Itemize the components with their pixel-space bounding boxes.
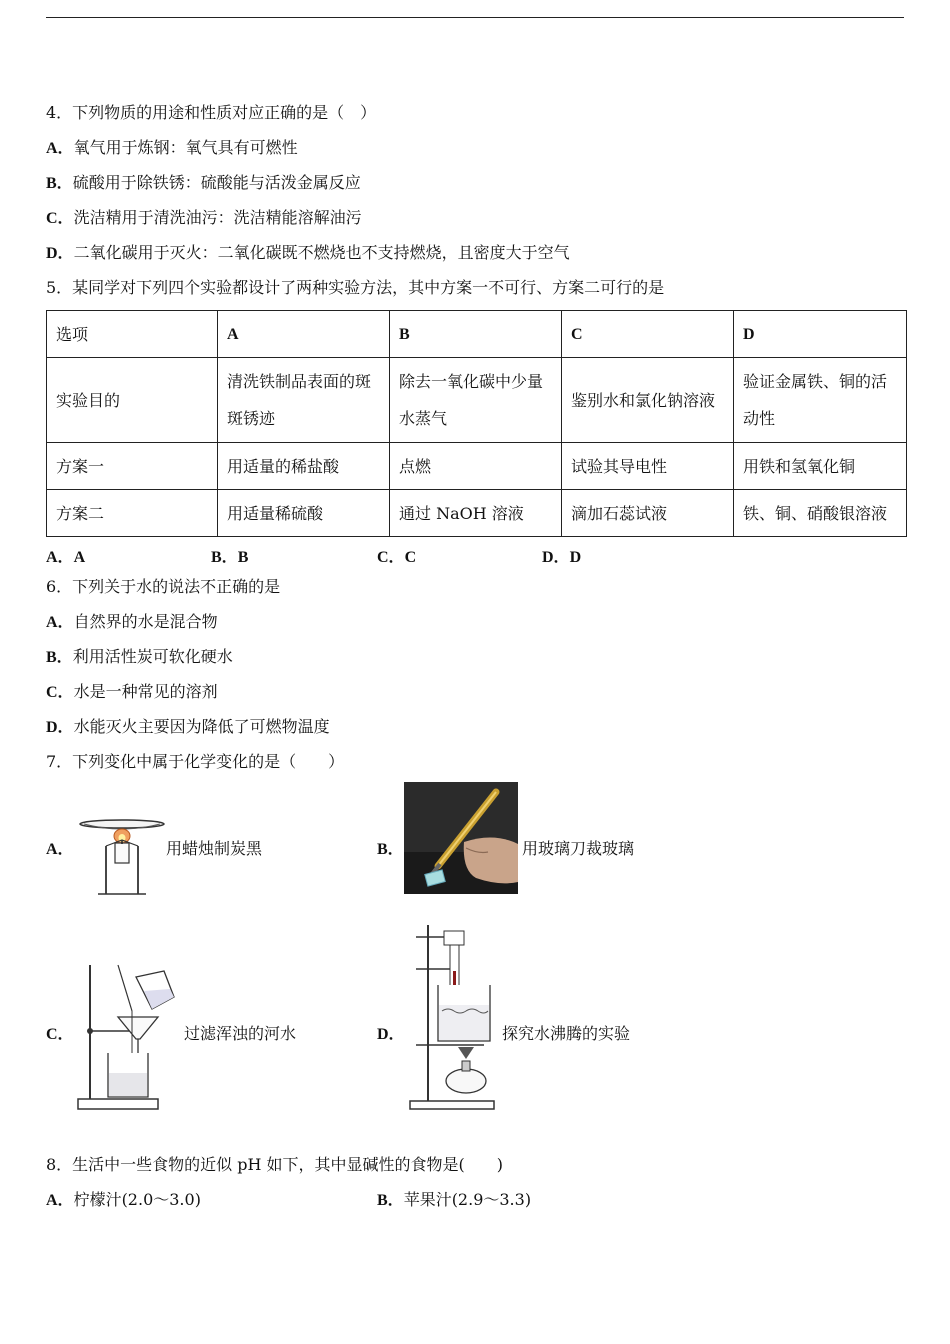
table-cell: 清洗铁制品表面的斑斑锈迹 [218,358,390,443]
table-row [47,443,907,490]
table-cell: 鉴别水和氯化钠溶液 [562,358,734,443]
q7-option-a-text: 用蜡烛制炭黑 [166,839,263,858]
q4-option-d[interactable] [46,243,570,264]
q8-option-b[interactable] [377,1190,531,1211]
option-label: C． [46,210,74,227]
table-cell: D [734,311,907,358]
q6-stem: 6．下列关于水的说法不正确的是 [46,577,281,596]
q7-option-c-label[interactable]: C． [46,1026,74,1043]
option-label: A． [46,1192,74,1209]
option-text: 水是一种常见的溶剂 [73,682,218,701]
option-text: C [404,549,417,566]
table-cell: 除去一氧化碳中少量水蒸气 [390,358,562,443]
option-label: B． [211,549,238,566]
q6-option-b[interactable] [46,647,233,668]
q8-stem: 8．生活中一些食物的近似 pH 如下，其中显碱性的食物是( ) [46,1155,504,1174]
q7-option-a-label[interactable]: A． [46,841,74,858]
option-text: 二氧化碳用于灭火：二氧化碳既不燃烧也不支持燃烧，且密度大于空气 [73,243,570,262]
table-cell: B [390,311,562,358]
q6-option-c[interactable] [46,682,218,703]
glass-cutter-photo-icon [404,782,518,894]
table-cell: 用适量的稀盐酸 [218,443,390,490]
q6-option-a[interactable] [46,612,218,633]
option-label: B． [46,175,73,192]
table-cell: 方案二 [47,490,218,537]
header-rule [46,17,904,18]
option-text: A [73,549,86,566]
q7-option-d-text: 探究水沸腾的实验 [502,1024,631,1043]
q5-answer-b[interactable] [211,544,248,567]
table-cell: 选项 [47,311,218,358]
table-row [47,358,907,443]
option-text: 柠檬汁(2.0～3.0) [73,1190,201,1209]
candle-soot-apparatus-icon [76,816,168,896]
option-text: 利用活性炭可软化硬水 [72,647,233,666]
table-cell: 用适量稀硫酸 [218,490,390,537]
q7-option-b-text: 用玻璃刀裁玻璃 [522,839,635,858]
option-text: B [237,549,249,566]
q7-option-c-text: 过滤浑浊的河水 [184,1024,297,1043]
q5-answer-a[interactable] [46,544,85,567]
option-label: B． [377,1192,404,1209]
q6-option-d[interactable] [46,717,330,738]
table-header-row [47,311,907,358]
table-cell: 通过 NaOH 溶液 [390,490,562,537]
table-cell: 铁、铜、硝酸银溶液 [734,490,907,537]
option-text: 氧气用于炼钢：氧气具有可燃性 [73,138,298,157]
option-text: 水能灭火主要因为降低了可燃物温度 [73,717,330,736]
q5-options-table [46,310,907,537]
option-text: D [569,549,582,566]
table-cell: 滴加石蕊试液 [562,490,734,537]
table-cell: 验证金属铁、铜的活动性 [734,358,907,443]
q5-stem: 5．某同学对下列四个实验都设计了两种实验方法，其中方案一不可行、方案二可行的是 [46,278,665,297]
option-text: 自然界的水是混合物 [73,612,218,631]
table-cell: 点燃 [390,443,562,490]
option-label: A． [46,140,74,157]
q4-option-c[interactable] [46,208,362,229]
q4-option-a[interactable] [46,138,298,159]
table-cell: 试验其导电性 [562,443,734,490]
option-label: A． [46,614,74,631]
q7-option-b-label[interactable]: B． [377,841,404,858]
option-text: 洗洁精用于清洗油污：洗洁精能溶解油污 [73,208,362,227]
option-label: C． [377,549,405,566]
q7-option-d-label[interactable]: D． [377,1026,405,1043]
boiling-water-apparatus-icon [406,921,502,1113]
table-cell: C [562,311,734,358]
option-label: C． [46,684,74,701]
option-label: B． [46,649,73,666]
filtration-apparatus-icon [74,961,186,1113]
q7-stem: 7．下列变化中属于化学变化的是（ ） [46,752,345,771]
option-label: D． [46,245,74,262]
q5-answer-c[interactable] [377,544,416,567]
q4-stem: 4．下列物质的用途和性质对应正确的是（ ） [46,103,377,122]
table-cell: 方案一 [47,443,218,490]
table-cell: 实验目的 [47,358,218,443]
q8-option-a[interactable] [46,1190,201,1211]
q4-option-b[interactable] [46,173,361,194]
option-label: A． [46,549,74,566]
table-cell: A [218,311,390,358]
option-label: D． [542,549,570,566]
table-cell: 用铁和氢氧化铜 [734,443,907,490]
table-row [47,490,907,537]
option-label: D． [46,719,74,736]
option-text: 苹果汁(2.9～3.3) [403,1190,532,1209]
q5-answer-d[interactable] [542,544,581,567]
option-text: 硫酸用于除铁锈：硫酸能与活泼金属反应 [72,173,361,192]
